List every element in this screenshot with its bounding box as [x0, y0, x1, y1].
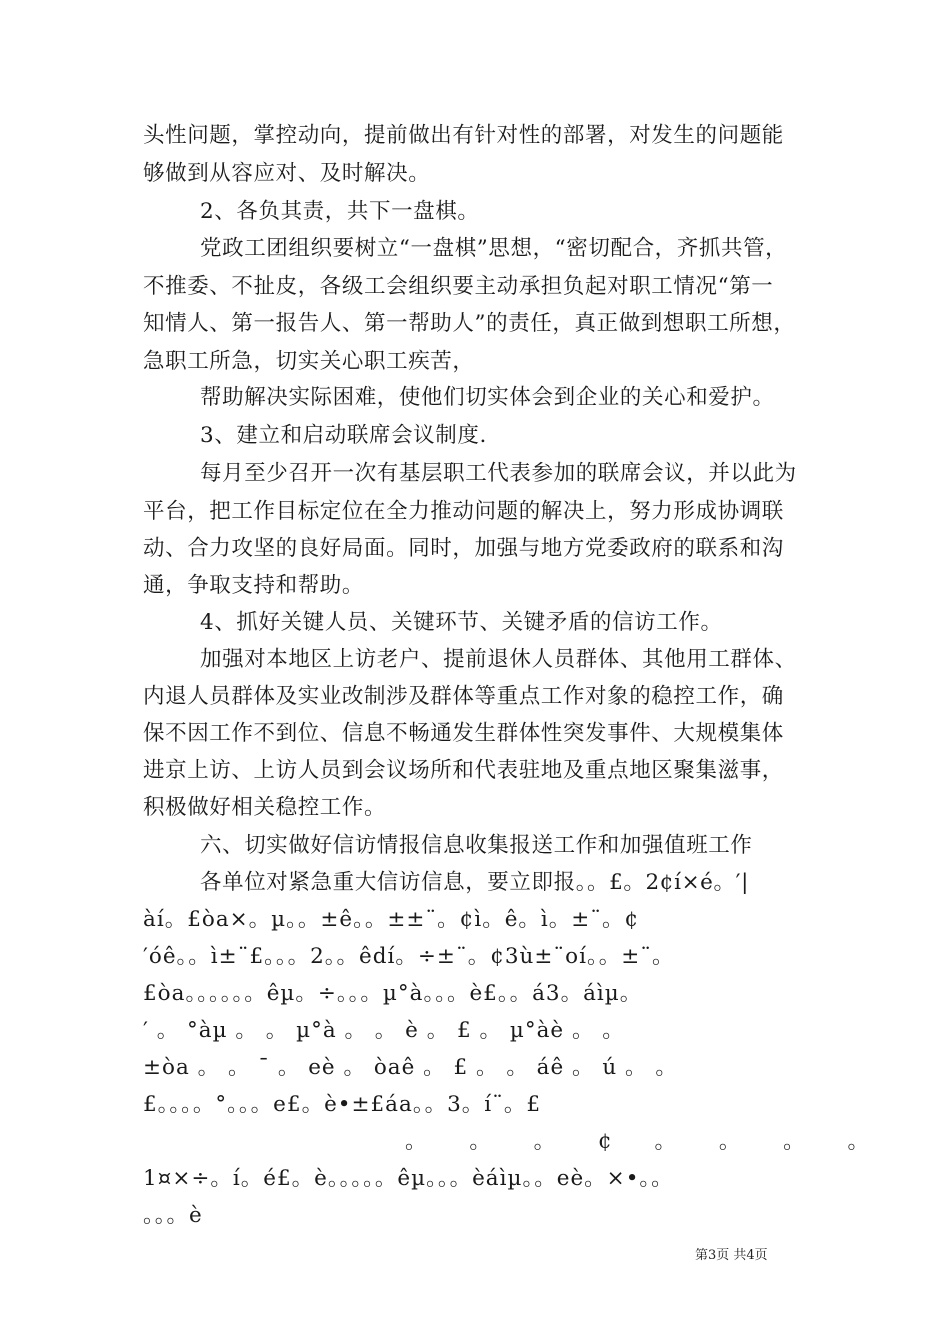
text-line: 积极做好相关稳控工作。 — [143, 795, 387, 820]
text-line: 知情人、第一报告人、第一帮助人”的责任，真正做到想职工所想， — [143, 311, 796, 336]
garbled-text-line: £。。。。°。。。e£。è•±£áa。。3。í¨。£ — [143, 1092, 542, 1117]
text-line: 帮助解决实际困难，使他们切实体会到企业的关心和爱护。 — [200, 385, 775, 410]
text-line: 通，争取支持和帮助。 — [143, 573, 365, 598]
garbled-text-line: ′ 。 °àµ 。 。 µ°à 。 。 è 。 £ 。 µ°àè 。 。 — [143, 1018, 625, 1043]
text-line: 保不因工作不到位、信息不畅通发生群体性突发事件、大规模集体 — [143, 721, 784, 746]
text-line: 急职工所急，切实关心职工疾苦， — [143, 349, 475, 374]
text-line: 够做到从容应对、及时解决。 — [143, 161, 431, 186]
garbled-text-line: àí。£òa×。µ。。±ê。。±±¨。¢ì。ê。ì。±¨。¢ — [143, 907, 640, 932]
text-line: 每月至少召开一次有基层职工代表参加的联席会议，并以此为 — [200, 461, 797, 486]
text-line: 进京上访、上访人员到会议场所和代表驻地及重点地区聚集滋事， — [143, 758, 784, 783]
text-line: 各单位对紧急重大信访信息，要立即报。。£。2¢í×é。′| — [200, 870, 749, 895]
garbled-text-line: 。 。 。 ¢ 。 。 。 。 — [405, 1129, 871, 1154]
text-line: 头性问题，掌控动向，提前做出有针对性的部署，对发生的问题能 — [143, 123, 784, 148]
garbled-text-line: ′óê。。ì±¨£。。。2。。êdí。÷±¨。¢3ù±¨oí。。±¨。 — [143, 944, 675, 969]
garbled-text-line: ±òa 。 。 ¯ 。 eè 。 òaê 。 £ 。 。 áê 。 ú 。 。 — [143, 1055, 678, 1080]
garbled-text-line: 。。。è — [143, 1203, 203, 1228]
text-line: 党政工团组织要树立“一盘棋”思想，“密切配合，齐抓共管， — [200, 236, 788, 261]
text-line: 内退人员群体及实业改制涉及群体等重点工作对象的稳控工作，确 — [143, 684, 784, 709]
text-line: 加强对本地区上访老户、提前退休人员群体、其他用工群体、 — [200, 647, 797, 672]
section-heading: 4、抓好关键人员、关键环节、关键矛盾的信访工作。 — [200, 610, 723, 635]
text-line: 动、合力攻坚的良好局面。同时，加强与地方党委政府的联系和沟 — [143, 536, 784, 561]
text-line: 平台，把工作目标定位在全力推动问题的解决上，努力形成协调联 — [143, 499, 784, 524]
page-number-footer: 第3页 共4页 — [695, 1248, 768, 1263]
section-heading: 2、各负其责，共下一盘棋。 — [200, 199, 480, 224]
section-heading: 六、切实做好信访情报信息收集报送工作和加强值班工作 — [200, 833, 753, 858]
text-line: 不推委、不扯皮，各级工会组织要主动承担负起对职工情况“第一 — [143, 274, 774, 299]
garbled-text-line: £òa。。。。。。êµ。÷。。。µ°à。。。è£。。á3。áìµ。 — [143, 981, 643, 1006]
garbled-text-line: 1¤×÷。í。é£。è。。。。。êµ。。。èáìµ。。eè。×•。。 — [143, 1166, 674, 1191]
section-heading: 3、建立和启动联席会议制度. — [200, 423, 487, 448]
